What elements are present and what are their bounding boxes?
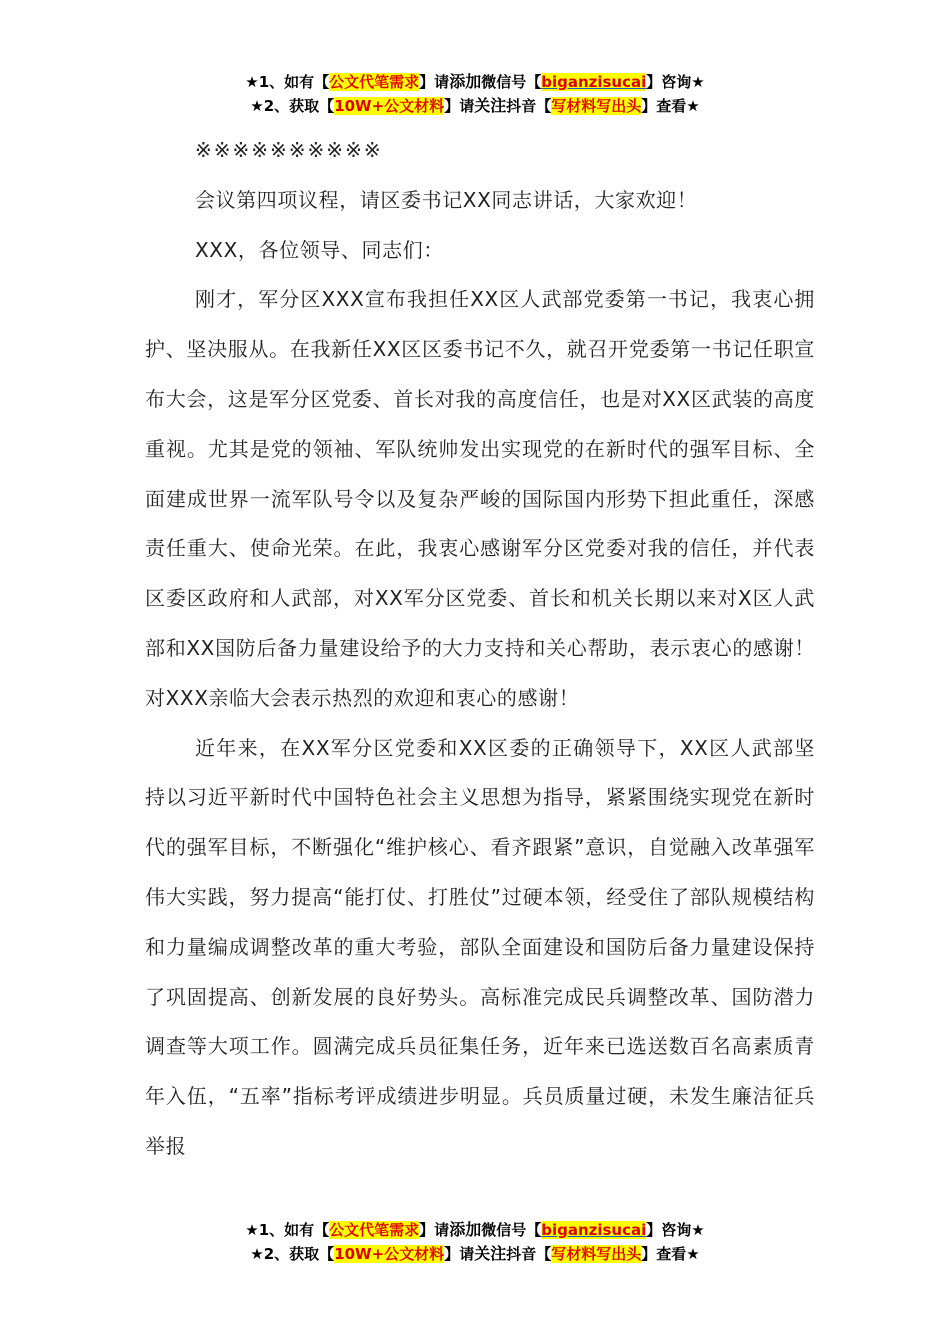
banner-highlight: 10W+公文材料 bbox=[334, 1245, 445, 1263]
banner-line-1 bbox=[0, 70, 950, 94]
banner-text: ★2、获取【 bbox=[250, 1245, 335, 1263]
banner-douyin-id[interactable]: 写材料写出头 bbox=[551, 97, 642, 115]
document-body bbox=[145, 126, 815, 1172]
paragraph: 刚才，军分区XXX宣布我担任XX区人武部党委第一书记，我衷心拥护、坚决服从。在我新任XX区区委书记不久，就召开党委第一书记任职宣布大会，这是军分区党委、首长对我的高度信任，也是对XX区武装的高度重视。尤其是党的领袖、军队统帅发出实现党的在新时代的强军目标、全面建成世界一流军队号令以及复杂严峻的国际国内形势下担此重任，深感责任重大、使命光荣。在此，我衷心感谢军分区党委对我的信任，并代表区委区政府和人武部，对XX军分区党委、首长和机关长期以来对X区人武部和XX国防后备力量建设给予的大力支持和关心帮助，表示衷心的感谢！对XXX亲临大会表示热烈的欢迎和衷心的感谢！ bbox=[145, 287, 815, 710]
banner-line-2 bbox=[0, 1242, 950, 1266]
banner-text: 】查看★ bbox=[641, 97, 700, 115]
paragraph: 会议第四项议程，请区委书记XX同志讲话，大家欢迎！ bbox=[195, 187, 698, 212]
banner-highlight: 公文代笔需求 bbox=[329, 73, 420, 91]
banner-text: ★1、如有【 bbox=[245, 1221, 330, 1239]
banner-text: 微信号【 bbox=[481, 1221, 542, 1239]
banner-text: 】查看★ bbox=[641, 1245, 700, 1263]
banner-wechat-id[interactable]: biganzisucai bbox=[541, 1221, 647, 1239]
banner-text: 抖音【 bbox=[506, 97, 552, 115]
banner-text: 抖音【 bbox=[506, 1245, 552, 1263]
banner-text: 微信号【 bbox=[481, 73, 542, 91]
banner-emphasis: 关注 bbox=[474, 1244, 507, 1263]
paragraph: XXX，各位领导、同志们： bbox=[195, 237, 444, 262]
banner-highlight: 公文代笔需求 bbox=[329, 1221, 420, 1239]
banner-text: 】咨询★ bbox=[646, 1221, 705, 1239]
banner-text: ★1、如有【 bbox=[245, 73, 330, 91]
banner-emphasis: 关注 bbox=[474, 96, 507, 115]
banner-text: 】请 bbox=[444, 97, 475, 115]
footer-banner bbox=[0, 1218, 950, 1266]
separator: ※※※※※※※※※※ bbox=[195, 138, 383, 162]
banner-emphasis: 添加 bbox=[449, 72, 482, 91]
banner-text: 】请 bbox=[419, 1221, 450, 1239]
banner-line-2 bbox=[0, 94, 950, 118]
banner-text: ★2、获取【 bbox=[250, 97, 335, 115]
banner-text: 】请 bbox=[444, 1245, 475, 1263]
header-banner bbox=[0, 70, 950, 118]
banner-highlight: 10W+公文材料 bbox=[334, 97, 445, 115]
paragraph: 近年来，在XX军分区党委和XX区委的正确领导下，XX区人武部坚持以习近平新时代中国特色社会主义思想为指导，紧紧围绕实现党在新时代的强军目标，不断强化“维护核心、看齐跟紧”意识，自觉融入改革强军伟大实践，努力提高“能打仗、打胜仗”过硬本领，经受住了部队规模结构和力量编成调整改革的重大考验，部队全面建设和国防后备力量建设保持了巩固提高、创新发展的良好势头。高标准完成民兵调整改革、国防潜力调查等大项工作。圆满完成兵员征集任务，近年来已选送数百名高素质青年入伍，“五率”指标考评成绩进步明显。兵员质量过硬，未发生廉洁征兵举报 bbox=[145, 735, 815, 1158]
banner-text: 】请 bbox=[419, 73, 450, 91]
banner-line-1 bbox=[0, 1218, 950, 1242]
banner-douyin-id[interactable]: 写材料写出头 bbox=[551, 1245, 642, 1263]
banner-emphasis: 添加 bbox=[449, 1220, 482, 1239]
banner-text: 】咨询★ bbox=[646, 73, 705, 91]
banner-wechat-id[interactable]: biganzisucai bbox=[541, 73, 647, 91]
